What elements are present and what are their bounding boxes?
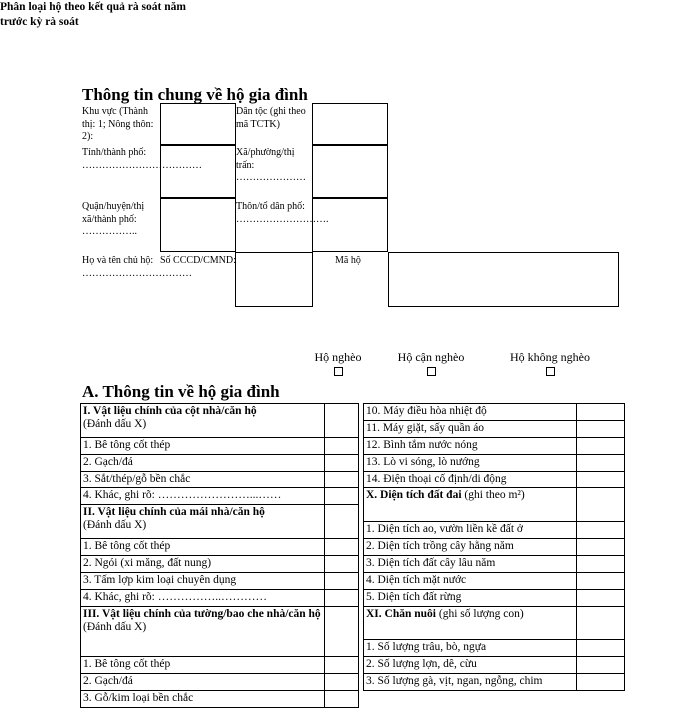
right-item (364, 471, 577, 488)
item-suffix: (ghi theo m²) (461, 489, 525, 502)
item-text: XI. Chăn nuôi (366, 607, 436, 620)
left-item (81, 572, 325, 589)
item-text: 4. Diện tích mặt nước (366, 573, 467, 586)
table-row (81, 488, 625, 505)
option-label: Hộ nghèo (314, 350, 362, 364)
column-gap (359, 505, 364, 522)
item-text: 3. Số lượng gà, vịt, ngan, ngỗng, chim (366, 675, 543, 688)
left-item (81, 691, 325, 708)
answer-cell[interactable] (577, 556, 625, 573)
item-text: 10. Máy điều hòa nhiệt độ (366, 405, 487, 417)
option-label: Hộ không nghèo (510, 350, 590, 364)
xa-label: Xã/phường/thị trấn: ………………… (236, 147, 306, 183)
answer-cell[interactable] (325, 556, 359, 573)
ma-ho-label: Mã hộ (335, 255, 361, 266)
household-info-table (80, 403, 625, 708)
answer-cell[interactable] (325, 471, 359, 488)
thon-box[interactable] (312, 198, 388, 252)
left-item (81, 454, 325, 471)
thon-label: Thôn/tổ dân phố: ………………………. (236, 201, 329, 225)
item-text: 1. Bê tông cốt thép (83, 438, 171, 451)
left-item (81, 674, 325, 691)
item-text: II. Vật liệu chính của mái nhà/căn hộ (83, 506, 265, 519)
left-item (81, 471, 325, 488)
left-item (81, 437, 325, 454)
quan-box[interactable] (160, 198, 236, 252)
checkbox-icon[interactable] (334, 367, 343, 376)
answer-cell[interactable] (577, 522, 625, 539)
item-text: 4. Khác, ghi rõ: ……………..………… (83, 590, 267, 603)
item-text: 2. Gạch/đá (83, 675, 133, 688)
right-item (364, 488, 577, 522)
answer-cell[interactable] (577, 589, 625, 606)
answer-cell[interactable] (577, 471, 625, 488)
item-text: 1. Diện tích ao, vườn liền kề đất ở (366, 523, 523, 536)
table-row (81, 471, 625, 488)
item-text: 2. Gạch/đá (83, 455, 133, 468)
ho-ten-label: Họ và tên chủ hộ: …………………………… (82, 255, 192, 279)
answer-cell[interactable] (577, 420, 625, 437)
item-text: 3. Tấm lợp kim loại chuyên dụng (83, 573, 237, 586)
right-item (364, 404, 577, 421)
item-text: 1. Số lượng trâu, bò, ngựa (366, 641, 487, 654)
item-subtext: (Đánh dấu X) (83, 418, 147, 430)
item-text: 2. Số lượng lợn, dê, cừu (366, 658, 477, 671)
item-text: 5. Diện tích đất rừng (366, 590, 462, 603)
answer-cell[interactable] (325, 488, 359, 505)
answer-cell[interactable] (577, 606, 625, 640)
checkbox-icon[interactable] (427, 367, 436, 376)
item-text: 1. Bê tông cốt thép (83, 540, 171, 553)
right-item (364, 589, 577, 606)
answer-cell[interactable] (325, 539, 359, 556)
right-item (364, 657, 577, 674)
quan-label: Quận/huyện/thị xã/thành phố: …………….. (82, 201, 145, 237)
table-row (81, 404, 625, 421)
item-suffix: (ghi số lượng con) (436, 607, 524, 620)
answer-cell[interactable] (325, 691, 359, 708)
item-text: 1. Bê tông cốt thép (83, 658, 171, 671)
left-item (81, 657, 325, 674)
right-item (364, 556, 577, 573)
item-text: 3. Sắt/thép/gỗ bền chắc (83, 472, 191, 485)
section-a-title: A. Thông tin về hộ gia đình (82, 382, 280, 401)
answer-cell[interactable] (577, 404, 625, 421)
table-row (81, 674, 625, 691)
table-row (81, 539, 625, 556)
answer-cell[interactable] (577, 437, 625, 454)
dan-toc-label: Dân tộc (ghi theo mã TCTK) (236, 106, 306, 130)
khu-vuc-label: Khu vực (Thành thị: 1; Nông thôn: 2): (82, 106, 154, 142)
answer-cell[interactable] (325, 657, 359, 674)
right-item (364, 606, 577, 640)
classification-label: Phân loại hộ theo kết quả rà soát năm trước kỳ rà soát (0, 1, 186, 28)
table-row (81, 437, 625, 454)
answer-cell[interactable] (325, 674, 359, 691)
table-row (81, 589, 625, 606)
left-item (81, 606, 325, 657)
ma-ho-box[interactable] (388, 252, 619, 307)
xa-box[interactable] (312, 145, 388, 198)
answer-cell[interactable] (577, 674, 625, 691)
table-row (81, 572, 625, 589)
item-text: 3. Gỗ/kim loại bền chắc (83, 692, 194, 705)
column-gap (359, 623, 364, 640)
left-item (81, 505, 325, 539)
table-row (81, 657, 625, 674)
answer-cell[interactable] (577, 640, 625, 657)
option-label: Hộ cận nghèo (397, 350, 465, 364)
answer-cell[interactable] (325, 572, 359, 589)
answer-cell[interactable] (325, 606, 359, 657)
item-text: X. Diện tích đất đai (366, 489, 462, 502)
item-text: I. Vật liệu chính của cột nhà/căn hộ (83, 405, 257, 417)
item-text: 2. Ngói (xi măng, đất nung) (83, 557, 212, 570)
item-text: 12. Bình tắm nước nóng (366, 438, 478, 451)
right-item (364, 420, 577, 437)
right-item (364, 572, 577, 589)
left-item (81, 488, 325, 505)
answer-cell[interactable] (325, 437, 359, 454)
right-item (364, 522, 577, 539)
item-subtext: (Đánh dấu X) (83, 620, 147, 633)
answer-cell[interactable] (325, 589, 359, 606)
table-row (81, 556, 625, 573)
cccd-label: Số CCCD/CMND: (160, 255, 236, 266)
option-ho-ngheo[interactable] (308, 350, 368, 376)
table-row (81, 454, 625, 471)
item-text: 2. Diện tích trồng cây hằng năm (366, 540, 514, 553)
right-item (364, 539, 577, 556)
dan-toc-box[interactable] (312, 103, 388, 145)
answer-cell[interactable] (325, 404, 359, 438)
answer-cell[interactable] (325, 505, 359, 539)
item-text: 11. Máy giặt, sấy quần áo (366, 421, 485, 434)
answer-cell[interactable] (577, 454, 625, 471)
item-text: 14. Điện thoại cố định/di động (366, 472, 507, 485)
item-text: 4. Khác, ghi rõ: ……………………...…… (83, 489, 282, 502)
answer-cell[interactable] (325, 454, 359, 471)
khu-vuc-box[interactable] (160, 103, 236, 145)
table-row (81, 606, 625, 623)
tinh-label: Tỉnh/thành phố: ……………………………… (82, 147, 202, 171)
right-item (364, 437, 577, 454)
right-item (364, 640, 577, 657)
item-text: 13. Lò vi sóng, lò nướng (366, 455, 480, 468)
answer-cell[interactable] (577, 488, 625, 522)
item-text: III. Vật liệu chính của tường/bao che nhà/căn hộ (83, 607, 321, 620)
answer-cell[interactable] (577, 657, 625, 674)
cccd-box[interactable] (235, 252, 313, 307)
left-item (81, 556, 325, 573)
right-item (364, 674, 577, 691)
answer-cell[interactable] (577, 572, 625, 589)
item-subtext: (Đánh dấu X) (83, 519, 147, 532)
option-ho-khong-ngheo[interactable] (502, 350, 598, 376)
item-text: 3. Diện tích đất cây lâu năm (366, 557, 496, 570)
general-info-title: Thông tin chung về hộ gia đình (82, 85, 308, 104)
left-item (81, 404, 325, 438)
answer-cell[interactable] (577, 539, 625, 556)
right-item (364, 454, 577, 471)
left-item (81, 589, 325, 606)
left-item (81, 539, 325, 556)
option-ho-can-ngheo[interactable] (390, 350, 472, 376)
checkbox-icon[interactable] (546, 367, 555, 376)
tinh-box[interactable] (160, 145, 236, 198)
table-row (81, 691, 625, 708)
